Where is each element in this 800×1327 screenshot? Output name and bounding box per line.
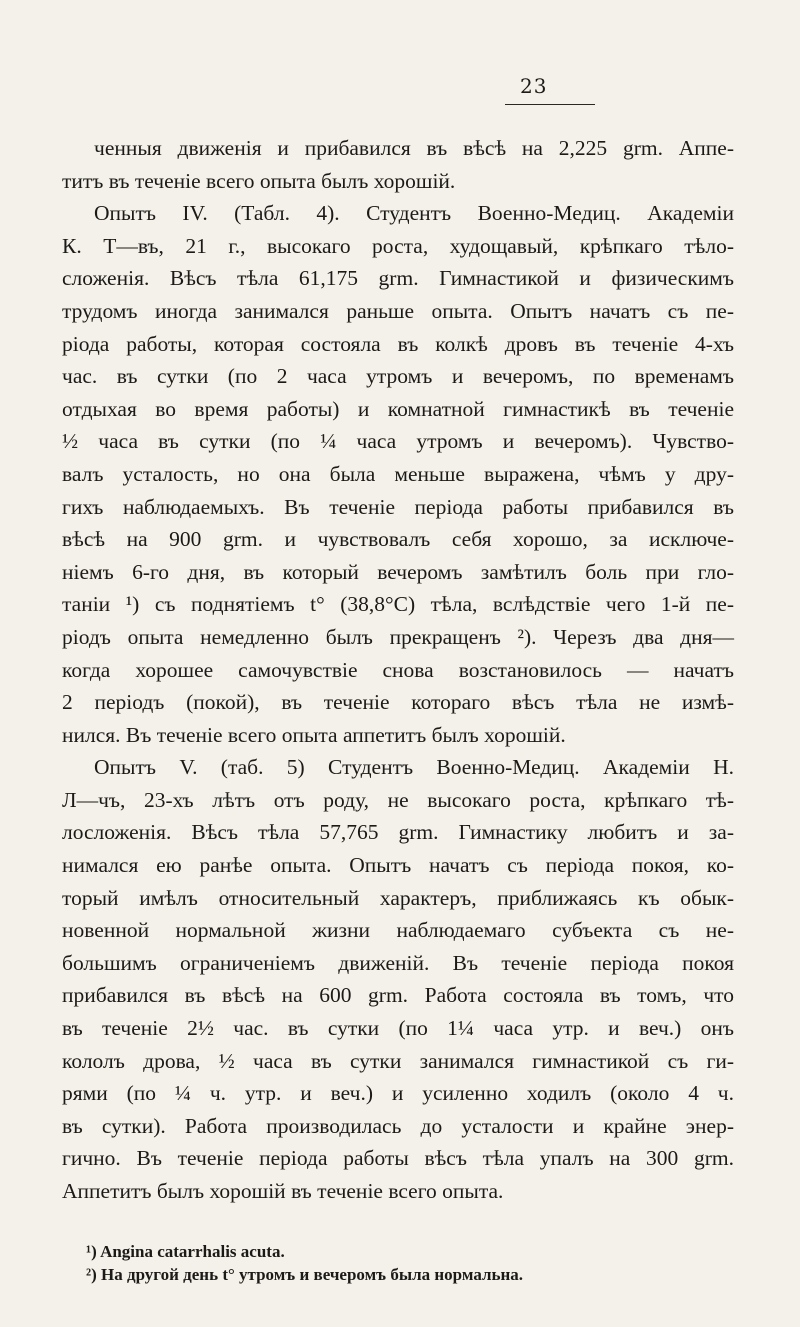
text-line: ченныя движенія и прибавился въ вѣсѣ на 2,225 grm. Аппе-	[94, 136, 734, 160]
text-line: титъ въ теченіе всего опыта былъ хорошій.	[62, 168, 456, 193]
text-line: сложенія. Вѣсъ тѣла 61,175 grm. Гимнастикой и физическимъ	[62, 266, 734, 291]
text-line: гихъ наблюдаемыхъ. Въ теченіе періода работы прибавился въ	[62, 494, 734, 519]
text-line: нился. Въ теченіе всего опыта аппетитъ былъ хорошій.	[62, 722, 566, 747]
text-line: кололъ дрова, ½ часа въ сутки занимался гимнастикой съ ги-	[62, 1048, 734, 1073]
text-line: 2 періодъ (покой), въ теченіе котораго вѣсъ тѣла не измѣ-	[62, 690, 734, 715]
text-line: Опытъ IV. (Табл. 4). Студентъ Военно-Медиц. Академіи	[94, 201, 734, 226]
text-line: въ сутки). Работа производилась до усталости и крайне энер-	[62, 1113, 734, 1138]
text-line: ріодъ опыта немедленно былъ прекращенъ ²). Черезъ два дня—	[62, 624, 734, 649]
header-rule	[505, 104, 595, 105]
text-line: гично. Въ теченіе періода работы вѣсъ тѣла упалъ на 300 grm.	[62, 1146, 734, 1171]
text-line: валъ усталость, но она была меньше выражена, чѣмъ у дру-	[62, 461, 734, 486]
text-line: когда хорошее самочувствіе снова возстановилось — начатъ	[62, 657, 734, 682]
body-text	[62, 132, 734, 1208]
footnotes	[86, 1240, 736, 1286]
text-line: вѣсѣ на 900 grm. и чувствовалъ себя хорошо, за исключе-	[62, 527, 734, 552]
text-line: рями (по ¼ ч. утр. и веч.) и усиленно ходилъ (около 4 ч.	[62, 1081, 734, 1106]
text-line: большимъ ограниченіемъ движеній. Въ теченіе періода покоя	[62, 950, 734, 975]
footnote: ¹) Angina catarrhalis acuta.	[86, 1242, 285, 1261]
text-line: новенной нормальной жизни наблюдаемаго субъекта съ не-	[62, 918, 734, 943]
text-line: Опытъ V. (таб. 5) Студентъ Военно-Медиц. Академіи Н.	[94, 755, 734, 780]
text-line: час. въ сутки (по 2 часа утромъ и вечеромъ, по временамъ	[62, 364, 734, 389]
text-line: таніи ¹) съ поднятіемъ t° (38,8°C) тѣла, вслѣдствіе чего 1-й пе-	[62, 592, 734, 617]
text-line: ½ часа въ сутки (по ¼ часа утромъ и вечеромъ). Чувство-	[62, 429, 734, 454]
text-line: въ теченіе 2½ час. въ сутки (по 1¼ часа утр. и веч.) онъ	[62, 1016, 734, 1041]
page-number: 23	[520, 74, 548, 98]
footnote: ²) На другой день t° утромъ и вечеромъ была нормальна.	[86, 1265, 524, 1284]
text-line: ріода работы, которая состояла въ колкѣ дровъ въ теченіе 4-хъ	[62, 331, 734, 356]
text-line: торый имѣлъ относительный характеръ, приближаясь къ обык-	[62, 885, 734, 910]
text-line: Аппетитъ былъ хорошій въ теченіе всего опыта.	[62, 1179, 504, 1203]
text-line: трудомъ иногда занимался раньше опыта. Опытъ начатъ съ пе-	[62, 298, 734, 323]
text-line: К. Т—въ, 21 г., высокаго роста, худощавый, крѣпкаго тѣло-	[62, 233, 734, 258]
text-line: Л—чъ, 23-хъ лѣтъ отъ роду, не высокаго роста, крѣпкаго тѣ-	[62, 787, 734, 812]
text-line: нимался ею ранѣе опыта. Опытъ начатъ съ періода покоя, ко-	[62, 853, 734, 878]
text-line: прибавился въ вѣсѣ на 600 grm. Работа состояла въ томъ, что	[62, 983, 734, 1008]
text-line: отдыхая во время работы) и комнатной гимнастикѣ въ теченіе	[62, 396, 734, 421]
text-line: лосложенія. Вѣсъ тѣла 57,765 grm. Гимнастику любитъ и за-	[62, 820, 734, 845]
text-line: ніемъ 6-го дня, въ который вечеромъ замѣтилъ боль при гло-	[62, 559, 734, 584]
